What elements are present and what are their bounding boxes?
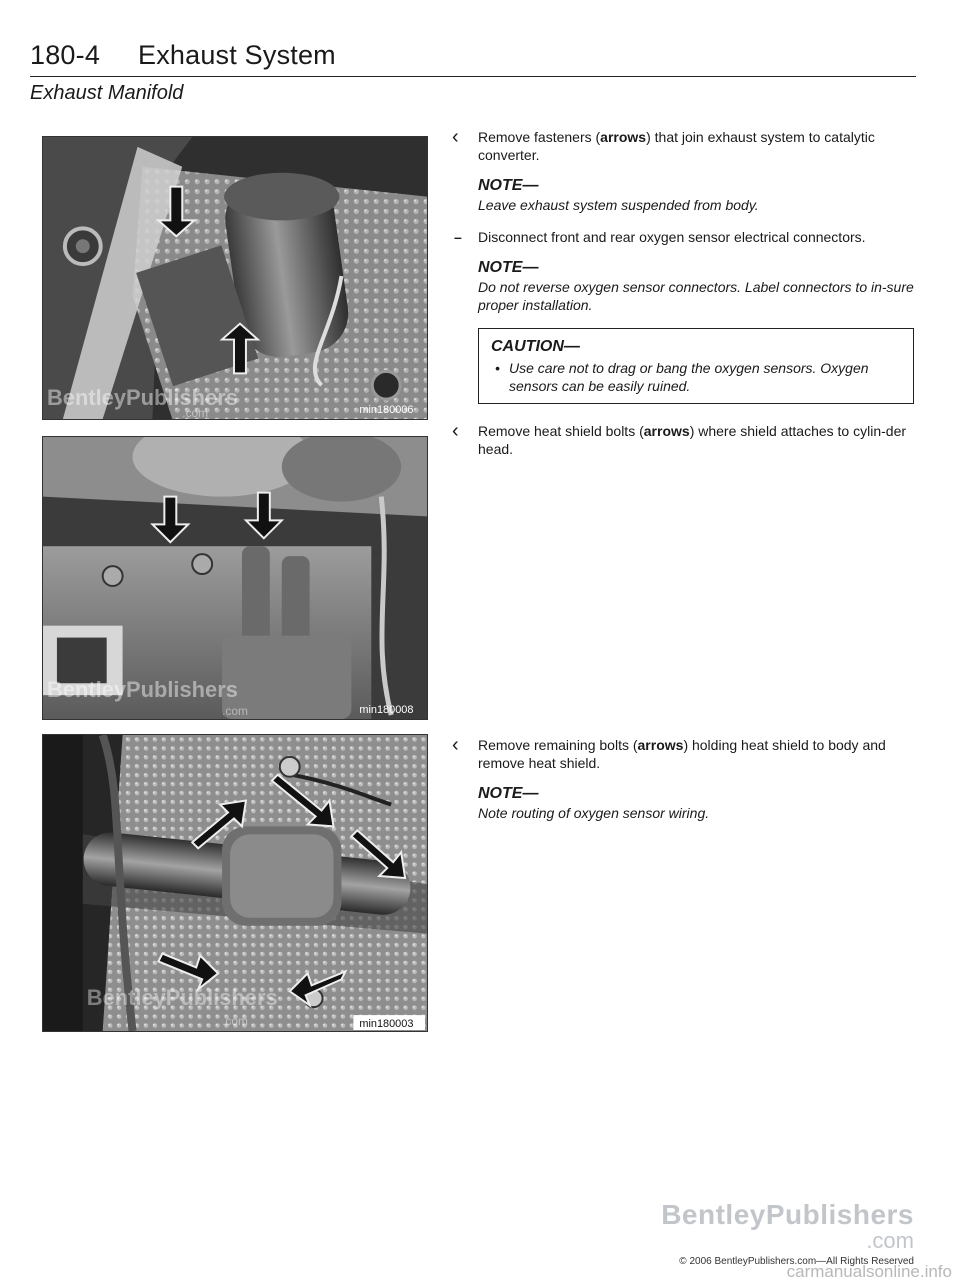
note-text: Leave exhaust system suspended from body.: [478, 197, 759, 213]
copyright: © 2006 BentleyPublishers.com—All Rights Reserved: [679, 1256, 914, 1267]
photo-heat-shield-cylinder-head: [42, 436, 428, 720]
note-sensor-wiring: [452, 784, 914, 822]
note-suspend-exhaust: [452, 176, 914, 214]
photo-watermark: BentleyPublishers: [46, 677, 238, 703]
pointer-left-icon: ‹: [452, 420, 459, 442]
photo-code: min180006: [359, 404, 414, 417]
caution-box: [478, 328, 914, 404]
note-text: Do not reverse oxygen sensor connectors. Label connectors to in-sure proper installation.: [478, 279, 914, 313]
note-text: Note routing of oxygen sensor wiring.: [478, 805, 710, 821]
note-heading: NOTE—: [478, 177, 539, 194]
page-heading: [30, 40, 916, 71]
step-remove-fasteners: ‹ Remove fasteners (arrows) that join exhaust system to catalytic converter.: [452, 126, 875, 163]
header-rule: [30, 76, 916, 77]
chapter-title: Exhaust System: [138, 40, 336, 70]
instructions-group-1: [452, 128, 914, 458]
photo-watermark-sub: .com: [222, 704, 248, 719]
photo-watermark: BentleyPublishers: [86, 985, 278, 1011]
caution-heading: CAUTION—: [491, 338, 580, 355]
page-header: [30, 40, 916, 104]
photo-code: min180003: [359, 1018, 414, 1031]
note-heading: NOTE—: [478, 785, 539, 802]
page-number: 180-4: [30, 40, 101, 70]
site-watermark: carmanualsonline.info: [786, 1262, 952, 1281]
publisher-logo: BentleyPublishers: [661, 1199, 914, 1230]
note-sensor-connectors: [452, 258, 914, 314]
pointer-left-icon: ‹: [452, 126, 459, 148]
step-remove-heat-shield-bolts: ‹ Remove heat shield bolts (arrows) where shield attaches to cylin-der head.: [452, 420, 907, 457]
photo-heat-shield-body: [42, 734, 428, 1032]
bullet-icon: •: [495, 360, 500, 376]
pointer-left-icon: ‹: [452, 734, 459, 756]
photo-watermark-sub: .com: [222, 1014, 248, 1029]
instructions-group-2: [452, 736, 914, 822]
section-title: Exhaust Manifold: [30, 82, 184, 104]
publisher-logo-sub: .com: [866, 1228, 914, 1253]
page-footer: [661, 1200, 914, 1267]
photo-exhaust-catalytic-joint: [42, 136, 428, 420]
photo-watermark: BentleyPublishers: [46, 385, 238, 411]
note-heading: NOTE—: [478, 259, 539, 276]
caution-item: • Use care not to drag or bang the oxygen sensors. Oxygen sensors can be easily ruined.: [495, 360, 869, 394]
photo-code: min180008: [359, 704, 414, 717]
photo-watermark-sub: .com: [182, 406, 209, 419]
step-disconnect-sensors: – Disconnect front and rear oxygen sensor electrical connectors.: [454, 229, 866, 245]
dash-icon: –: [454, 229, 462, 245]
step-remove-remaining-bolts: ‹ Remove remaining bolts (arrows) holding heat shield to body and remove heat shield.: [452, 734, 886, 771]
